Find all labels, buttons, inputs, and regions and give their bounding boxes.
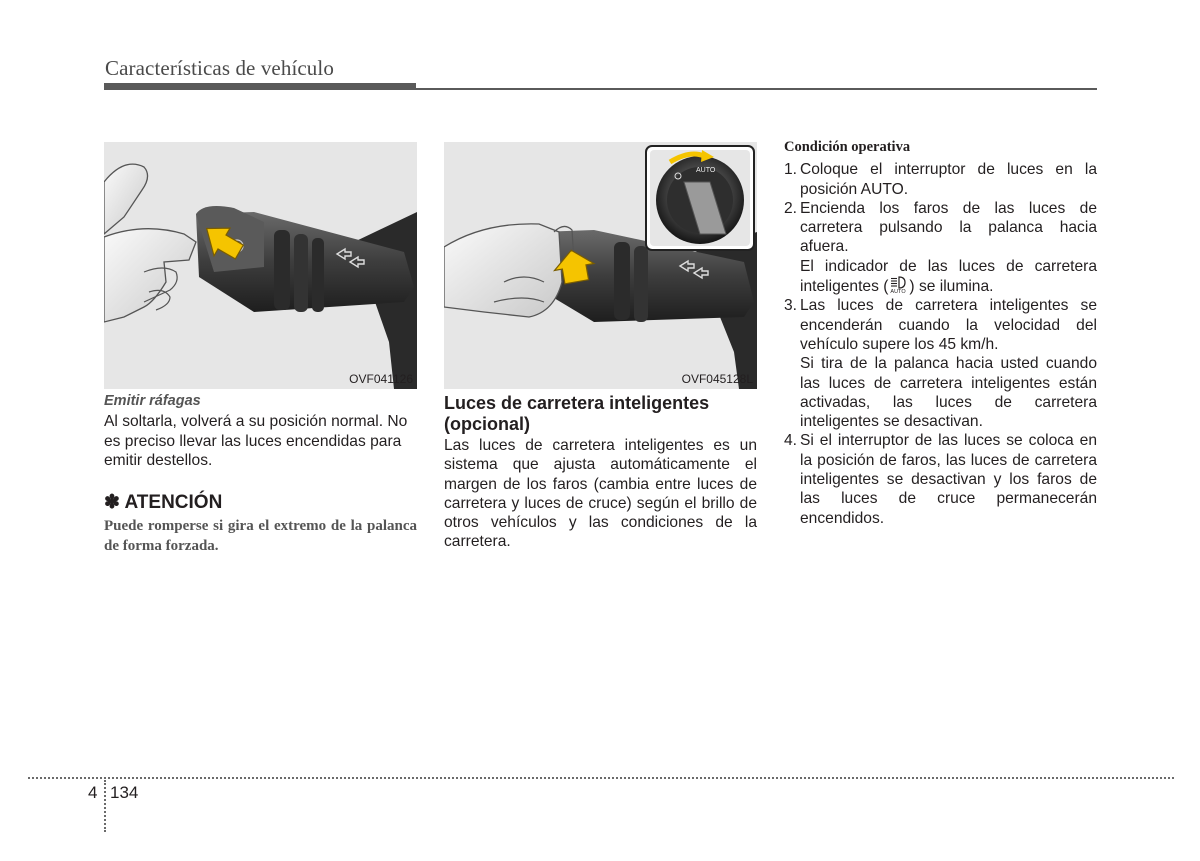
section-heading: Luces de carretera inteligentes (opcional) [444,393,710,434]
figure-smart-high-beam [444,142,757,389]
inset-auto-label: AUTO [696,167,716,174]
column-3 [784,138,1097,528]
chapter-number: 4 [88,783,98,802]
figure-code: OVF041126 [349,372,413,386]
footer-divider [104,780,106,832]
lever-flash-illustration [104,142,417,389]
list-item: 1. Coloque el interruptor de luces en la posición AUTO. [784,161,1097,198]
list-item: 2. Encienda los faros de las luces de carretera pulsando la palanca hacia afuera. [784,199,1097,256]
page-header-title: Características de vehículo [105,56,334,80]
header-rule-thick [104,83,416,90]
paragraph-smart-beam: Las luces de carretera inteligentes es un sistema que ajusta automáticamente el margen de los faros (cambia entre luces de carretera y luces de cruce) según el brillo de otros vehículos y las condiciones de la carretera. [444,437,757,551]
caution-heading-text: ATENCIÓN [124,492,223,514]
figure-flash-lever [104,142,417,389]
paragraph-flash: Al soltarla, volverá a su posición normal. No es preciso llevar las luces encendidas para emitir destellos. [104,413,408,469]
condition-heading: Condición operativa [784,139,911,155]
smart-high-beam-indicator-icon [888,276,909,295]
indicator-auto-label: AUTO [890,289,906,296]
figure-code: OVF045128L [681,372,753,386]
list-item-indicator: El indicador de las luces de carretera inteligentes ( AUTO ) se ilumina. [800,257,1097,296]
list-item: Si tira de la palanca hacia usted cuando las luces de carretera inteligentes están activadas, las luces de carretera inteligentes se desactivan. [800,355,1097,431]
header-rule-thin [416,88,1097,90]
subheading-flash: Emitir ráfagas [104,393,201,409]
lever-smart-beam-illustration [444,142,757,389]
footer-rule [28,777,1174,779]
caution-text: Puede romperse si gira el extremo de la palanca de forma forzada. [104,518,417,555]
column-2 [444,393,757,552]
caution-symbol-icon: ✽ [104,492,120,514]
page-number: 134 [110,783,139,802]
list-item: 4. Si el interruptor de las luces se coloca en la posición de faros, las luces de carretera inteligentes se desactivan y los faros de las luces de cruce permanecerán encendidos. [784,432,1097,527]
list-item: 3. Las luces de carretera inteligentes se encenderán cuando la velocidad del vehículo supere los 45 km/h. [784,297,1097,353]
column-1 [104,392,417,556]
caution-heading [104,492,417,514]
